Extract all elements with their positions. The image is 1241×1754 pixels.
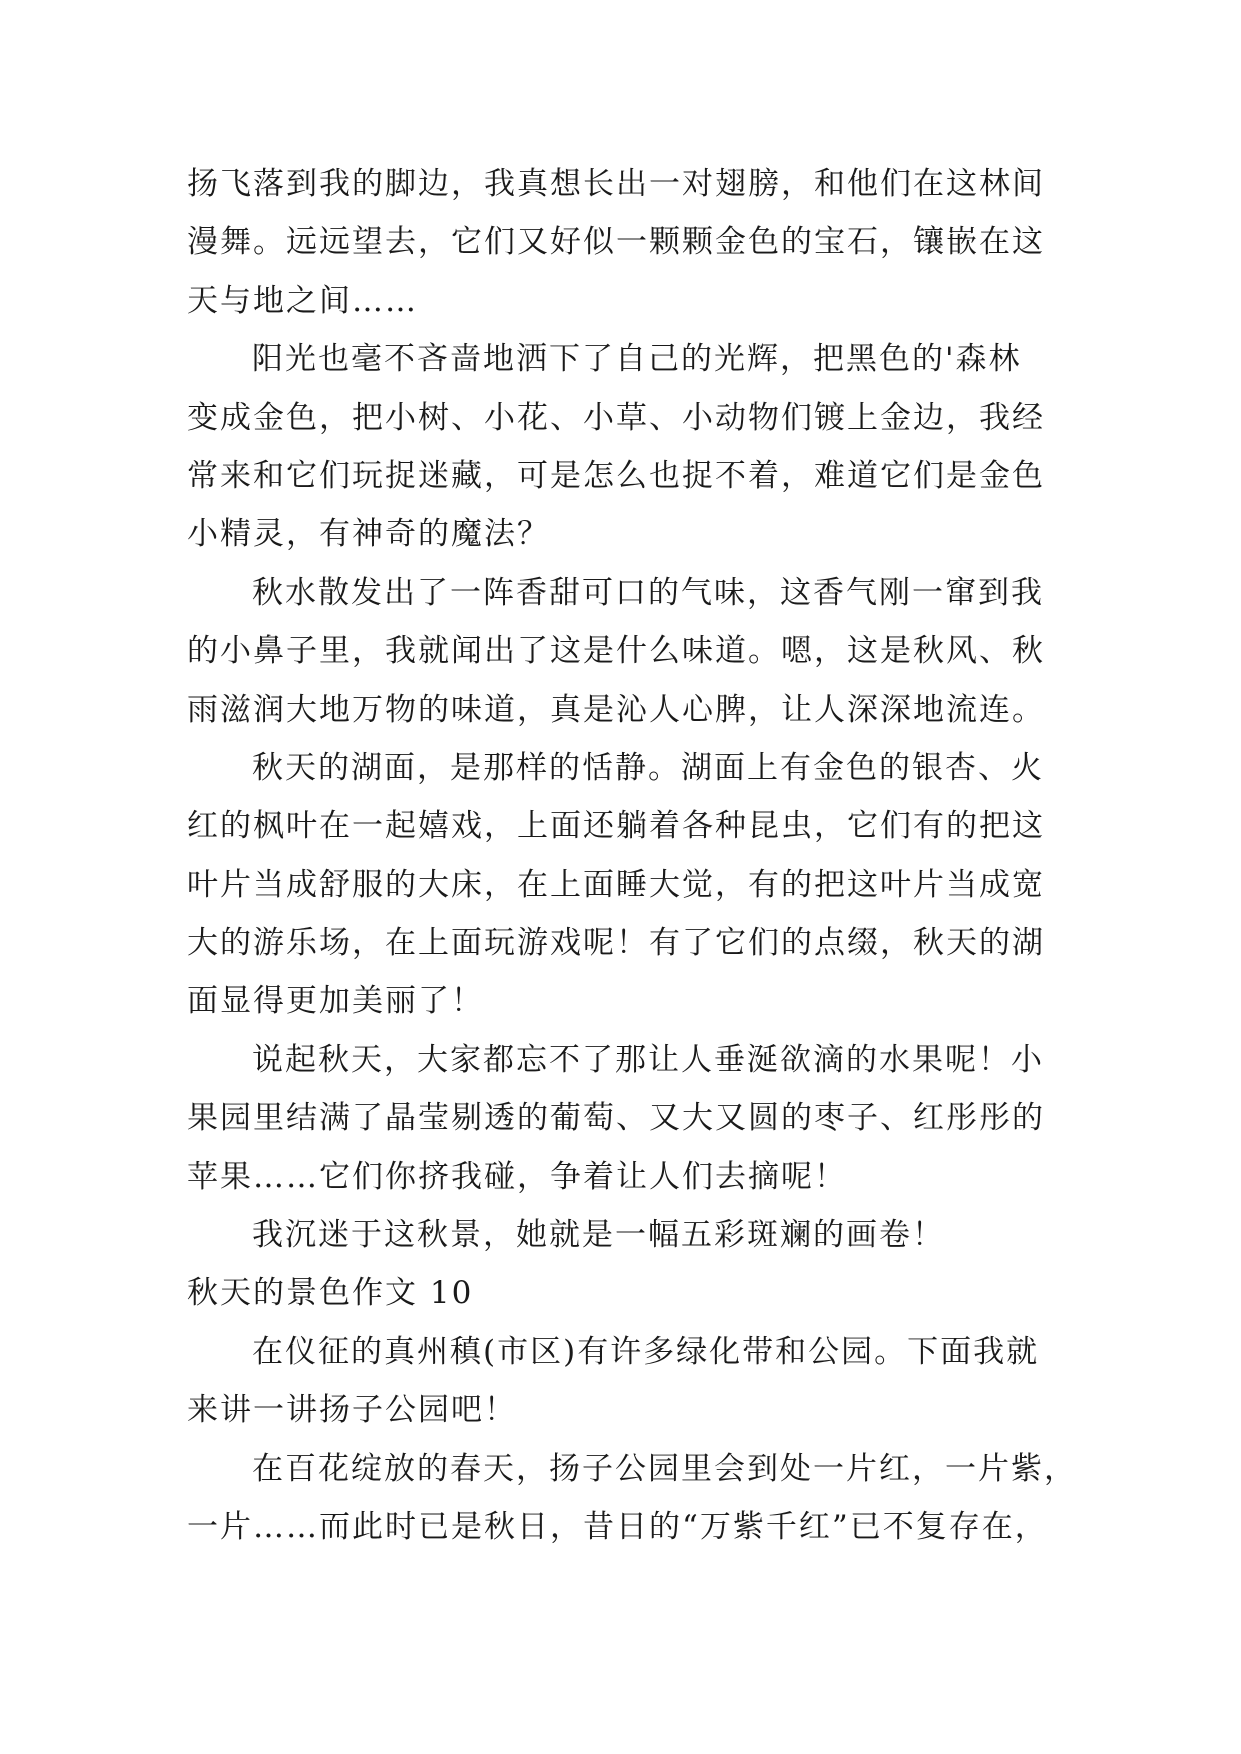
section-heading: 秋天的景色作文 10 bbox=[187, 1275, 474, 1312]
text-line: 果园里结满了晶莹剔透的葡萄、又大又圆的枣子、红彤彤的 bbox=[187, 1100, 1045, 1137]
article-body bbox=[187, 155, 1077, 1556]
text-line: 面显得更加美丽了！ bbox=[187, 983, 484, 1020]
text-line: 叶片当成舒服的大床，在上面睡大觉，有的把这叶片当成宽 bbox=[187, 866, 1045, 903]
text-line: 苹果……它们你挤我碰，争着让人们去摘呢！ bbox=[187, 1158, 847, 1195]
paragraph-first-line: 在仪征的真州稹(市区)有许多绿化带和公园。下面我就 bbox=[252, 1333, 1040, 1370]
text-line: 的小鼻子里，我就闻出了这是什么味道。嗯，这是秋风、秋 bbox=[187, 633, 1045, 670]
text-line: 小精灵，有神奇的魔法？ bbox=[187, 516, 550, 553]
text-line: 漫舞。远远望去，它们又好似一颗颗金色的宝石，镶嵌在这 bbox=[187, 224, 1045, 261]
text-line: 一片……而此时已是秋日，昔日的“万紫千红”已不复存在， bbox=[187, 1508, 1048, 1545]
text-line: 常来和它们玩捉迷藏，可是怎么也捉不着，难道它们是金色 bbox=[187, 457, 1045, 494]
paragraph-first-line: 说起秋天，大家都忘不了那让人垂涎欲滴的水果呢！小 bbox=[252, 1041, 1044, 1078]
text-line: 来讲一讲扬子公园吧！ bbox=[187, 1392, 517, 1429]
paragraph-first-line: 阳光也毫不吝啬地洒下了自己的光辉，把黑色的'森林 bbox=[252, 341, 1022, 378]
text-line: 天与地之间…… bbox=[187, 282, 418, 319]
text-line: 变成金色，把小树、小花、小草、小动物们镀上金边，我经 bbox=[187, 399, 1045, 436]
paragraph-first-line: 在百花绽放的春天，扬子公园里会到处一片红，一片紫， bbox=[252, 1450, 1077, 1487]
paragraph-first-line: 秋水散发出了一阵香甜可口的气味，这香气刚一窜到我 bbox=[252, 574, 1044, 611]
text-line: 大的游乐场，在上面玩游戏呢！有了它们的点缀，秋天的湖 bbox=[187, 925, 1045, 962]
text-line: 扬飞落到我的脚边，我真想长出一对翅膀，和他们在这林间 bbox=[187, 166, 1045, 202]
paragraph-first-line: 我沉迷于这秋景，她就是一幅五彩斑斓的画卷！ bbox=[252, 1217, 945, 1254]
text-line: 雨滋润大地万物的味道，真是沁人心脾，让人深深地流连。 bbox=[187, 691, 1045, 728]
paragraph-first-line: 秋天的湖面，是那样的恬静。湖面上有金色的银杏、火 bbox=[252, 749, 1044, 786]
text-line: 红的枫叶在一起嬉戏，上面还躺着各种昆虫，它们有的把这 bbox=[187, 808, 1045, 845]
